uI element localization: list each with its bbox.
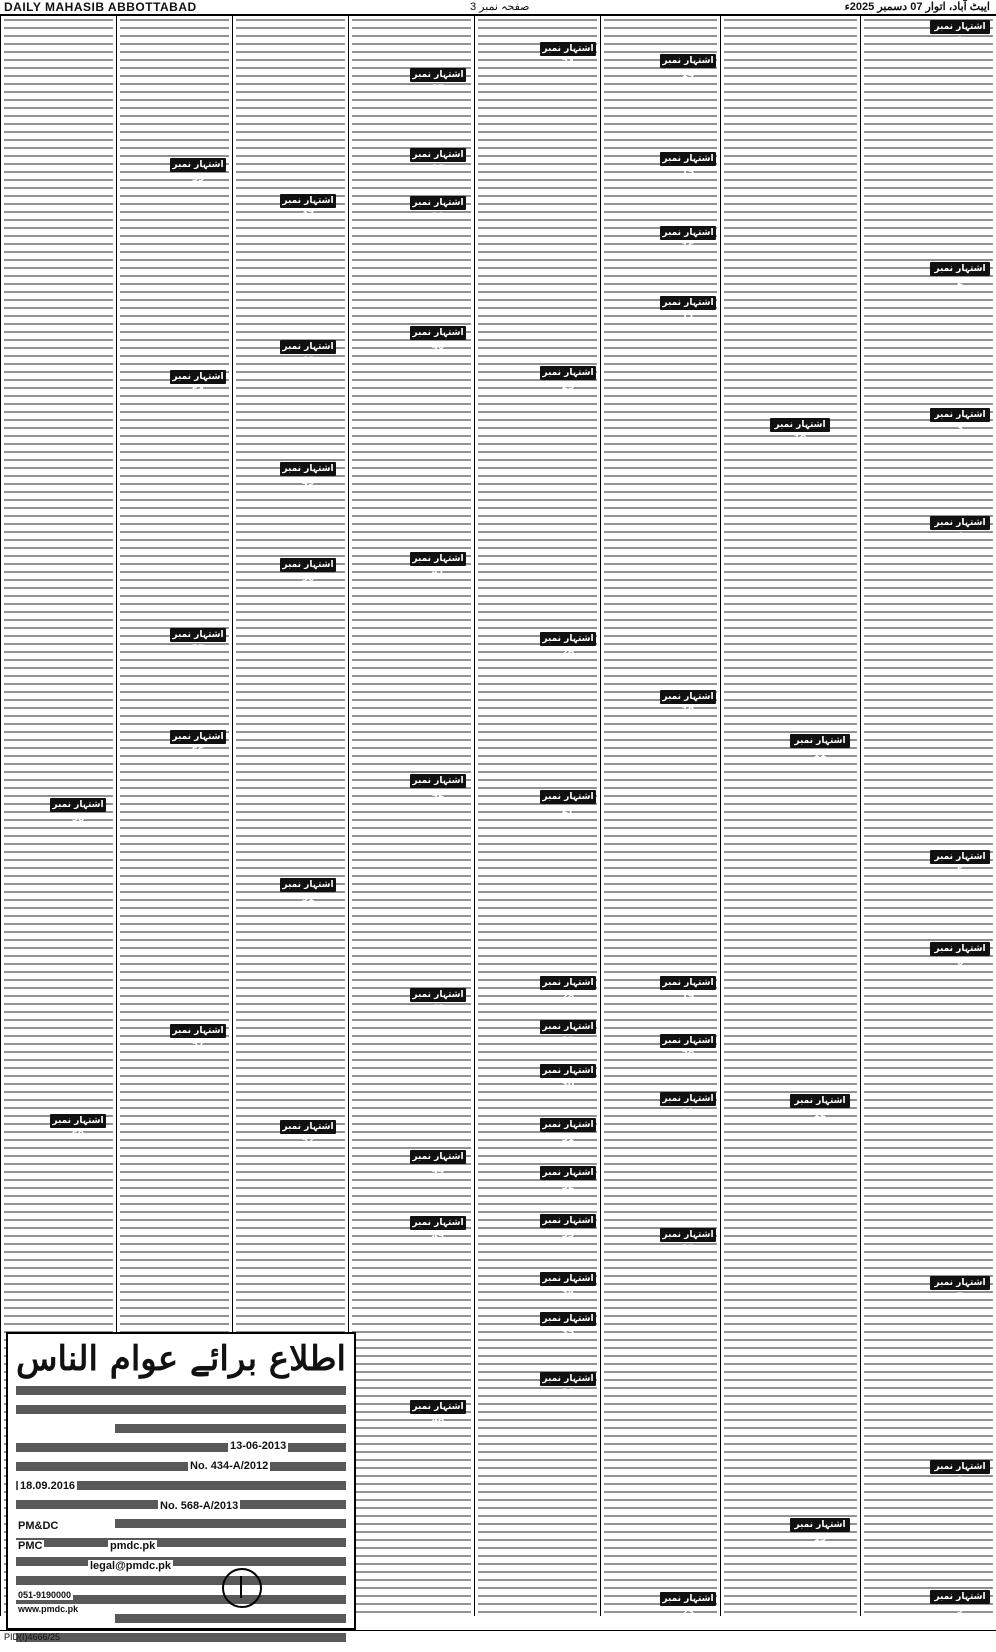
ad-badge: اشتہار نمبر 51 [280,878,336,892]
ad-badge: اشتہار نمبر 57 [170,1024,226,1038]
ad-badge: اشتہار نمبر 49 [280,462,336,476]
ad-badge: اشتہار نمبر 37 [410,68,466,82]
footer [0,1630,996,1645]
notice-ref-org: PMC [18,1540,43,1552]
ad-badge: اشتہار نمبر 24 [540,42,596,56]
notice-ref-number: No. 568-A/2013 [160,1500,239,1512]
notice-ref-phone: 051-9190000 [18,1590,72,1600]
ad-badge: اشتہار نمبر 13 [790,1518,850,1532]
notice-ref-date: 18.09.2016 [20,1480,76,1492]
ad-badge: اشتہار نمبر 40 [410,326,466,340]
notice-ref-website: pmdc.pk [110,1540,156,1552]
ad-badge: اشتہار نمبر 7 [930,1276,990,1290]
ad-badge: اشتہار نمبر 42 [410,774,466,788]
ad-badge: اشتہار نمبر 47 [280,194,336,208]
ad-badge: اشتہار نمبر 52 [280,1120,336,1134]
ad-badge: اشتہار نمبر 12 [790,1094,850,1108]
ad-badge: اشتہار نمبر 36 [540,1372,596,1386]
ad-badge: اشتہار نمبر 48 [280,340,336,354]
pid-code: PID(I)4666/25 [4,1632,61,1642]
notice-title: اطلاع برائے عوام الناس [16,1339,346,1379]
ad-badge: اشتہار نمبر 32 [540,1166,596,1180]
ad-badge: اشتہار نمبر 45 [410,1216,466,1230]
column-2 [720,16,860,1616]
ad-badge: اشتہار نمبر 2 [930,262,990,276]
ad-badge: اشتہار نمبر 35 [540,1312,596,1326]
column-3 [600,16,720,1616]
ad-badge: اشتہار نمبر 9 [930,1590,990,1604]
ad-badge: اشتہار نمبر 22 [660,1228,716,1242]
ad-badge: اشتہار نمبر 39 [410,196,466,210]
ad-badge: اشتہار نمبر 17 [660,296,716,310]
ad-badge: اشتہار نمبر 3 [930,408,990,422]
ad-badge: اشتہار نمبر 26 [540,632,596,646]
ad-badge: اشتہار نمبر 33 [540,1214,596,1228]
ad-badge: اشتہار نمبر 20 [660,1034,716,1048]
ad-badge: اشتہار نمبر 38 [410,148,466,162]
emblem-icon [222,1568,262,1608]
public-notice [6,1332,356,1630]
column-1 [860,16,996,1616]
ad-badge: اشتہار نمبر 43 [410,988,466,1002]
ad-badge: اشتہار نمبر 5 [930,850,990,864]
ad-badge: اشتہار نمبر 53 [170,158,226,172]
ad-badge: اشتہار نمبر 16 [660,226,716,240]
page-number: صفحہ نمبر 3 [470,1,530,13]
ad-badge: اشتہار نمبر 27 [540,790,596,804]
publication-name: DAILY MAHASIB ABBOTTABAD [4,0,197,14]
ad-badge: اشتہار نمبر 29 [540,1020,596,1034]
ad-badge: اشتہار نمبر 14 [660,54,716,68]
ad-badge: اشتہار نمبر 25 [540,366,596,380]
ad-badge: اشتہار نمبر 46 [410,1400,466,1414]
ad-badge: اشتہار نمبر 30 [540,1064,596,1078]
ad-badge: اشتہار نمبر 10 [770,418,830,432]
ad-badge: اشتہار نمبر 19 [660,976,716,990]
ad-badge: اشتہار نمبر 11 [790,734,850,748]
ad-badge: اشتہار نمبر 21 [660,1092,716,1106]
ad-badge: اشتہار نمبر 15 [660,152,716,166]
ad-badge: اشتہار نمبر 59 [50,1114,106,1128]
notice-ref-number: No. 434-A/2012 [190,1460,269,1472]
ad-badge: اشتہار نمبر 50 [280,558,336,572]
masthead [0,0,996,16]
ad-badge: اشتہار نمبر 23 [660,1592,716,1606]
notice-ref-email: legal@pmdc.pk [90,1560,172,1572]
ad-badge: اشتہار نمبر 4 [930,516,990,530]
ad-badge: اشتہار نمبر 34 [540,1272,596,1286]
ad-badge: اشتہار نمبر 56 [170,730,226,744]
ad-badge: اشتہار نمبر 41 [410,552,466,566]
ad-badge: اشتہار نمبر 55 [170,628,226,642]
ad-badge: اشتہار نمبر 18 [660,690,716,704]
issue-date: ایبٹ آباد، اتوار 07 دسمبر 2025ء [844,1,990,13]
notice-ref-website: www.pmdc.pk [18,1604,79,1614]
ad-badge: اشتہار نمبر 6 [930,942,990,956]
ad-badge: اشتہار نمبر 58 [50,798,106,812]
notice-ref-date: 13-06-2013 [230,1440,287,1452]
notice-ref-org: PM&DC [18,1520,59,1532]
ad-badge: اشتہار نمبر 8 [930,1460,990,1474]
ad-badge: اشتہار نمبر 28 [540,976,596,990]
ad-badge: اشتہار نمبر 54 [170,370,226,384]
ad-badge: اشتہار نمبر 1 [930,20,990,34]
ad-badge: اشتہار نمبر 44 [410,1150,466,1164]
column-5 [348,16,474,1616]
ad-badge: اشتہار نمبر 31 [540,1118,596,1132]
